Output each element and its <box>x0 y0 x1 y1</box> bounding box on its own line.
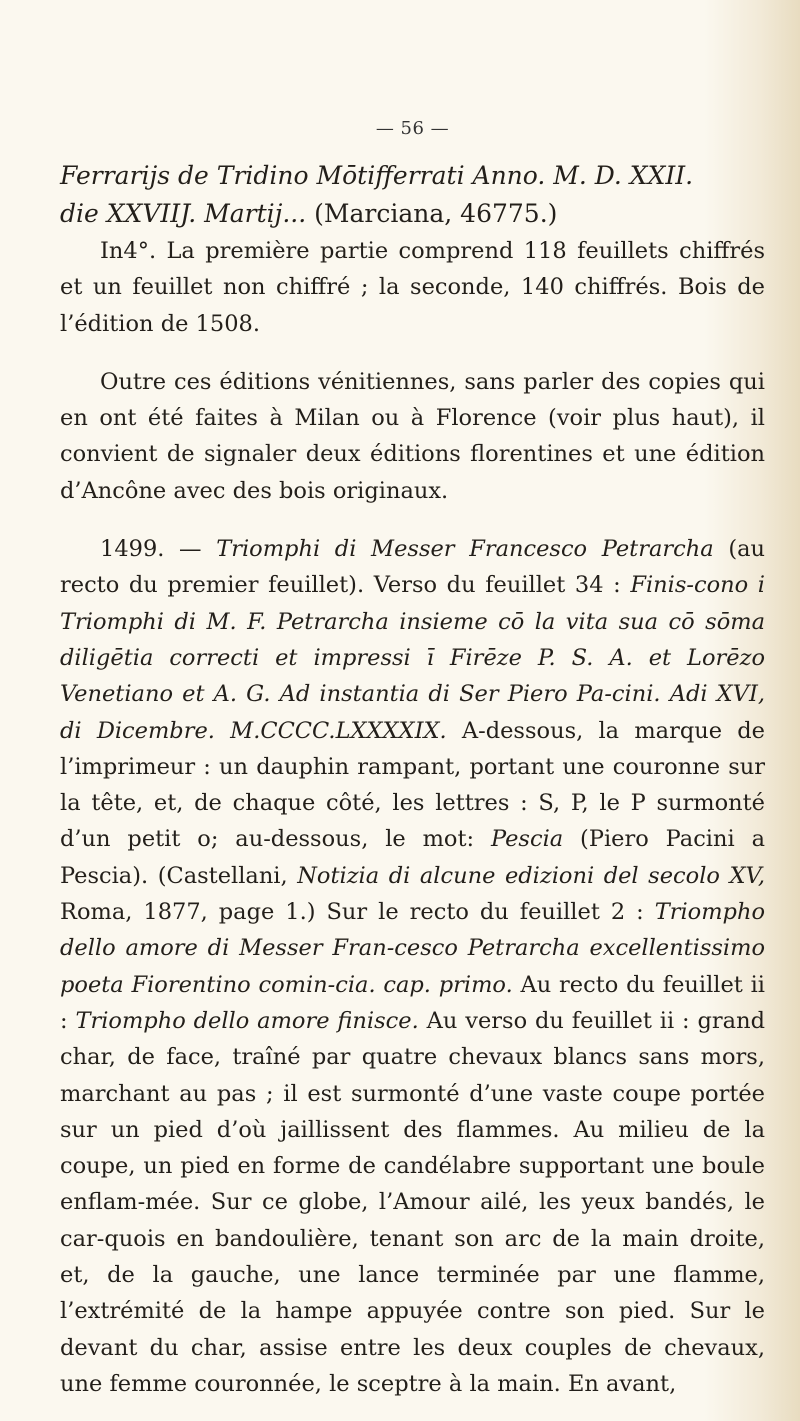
text-run: Au recto du feuillet <box>512 971 751 998</box>
small-caps-numeral: ii <box>659 1007 675 1034</box>
paragraph-1499-edition <box>60 531 765 1402</box>
page-number: — 56 — <box>375 118 450 139</box>
italic-run: Notizia di alcune edizioni del secolo XV, <box>297 862 765 889</box>
paragraph-gap <box>60 342 765 364</box>
text-run: A-dessous, la marque de l’imprimeur : un dauphin rampant, portant une couronne sur la tête, et, de chaque côté, les lettres : S, P, le P surmonté d’un petit o; au-dessous, le mot: <box>60 717 765 853</box>
text-run: (au recto du premier feuillet). Verso du feuillet 34 : <box>60 536 766 599</box>
small-caps-numeral: ii <box>750 971 765 998</box>
italic-run: Triompho dello amore di Messer Fran-cesco Petrarcha excellentissimo poeta Fiorentino comin-cia. cap. primo. <box>60 899 765 998</box>
text-run: 1499. — <box>100 536 217 563</box>
italic-run: Finis-cono i Triomphi di M. F. Petrarcha insieme cō la vita sua cō sōma diligētia correcti et impressi ī Firēze P. S. A. et Lorēzo Venetiano et A. G. Ad instantia di Ser Piero Pa-cini. Adi XVI, di Dicembre. M.CCCC.LXXXXIX. <box>60 572 765 744</box>
text-run: Roma, 1877, page 1.) Sur le recto du feuillet 2 : <box>60 899 655 926</box>
catalog-entry-colophon <box>60 157 765 233</box>
paragraph-gap <box>60 509 765 531</box>
text-run: Au verso du feuillet <box>418 1007 660 1034</box>
paragraph-other-editions: Outre ces éditions vénitiennes, sans parler des copies qui en ont été faites à Milan ou à Florence (voir plus haut), il convient de signaler deux éditions florentines et une édition d’Ancône avec des bois originaux. <box>60 368 765 504</box>
text-run: (Piero Pacini a Pescia). (Castellani, <box>60 826 765 889</box>
colophon-reference: (Marciana, 46775.) <box>306 199 558 228</box>
italic-run: Triomphi di Messer Francesco Petrarcha <box>216 536 714 563</box>
text-run: : grand char, de face, traîné par quatre chevaux blancs sans mors, marchant au pas ; il est surmonté d’une vaste coupe portée sur un pied d’où jaillissent des flammes. Au milieu de la coupe, un pied en forme de candélabre supportant une boule enflam-mée. Sur ce globe, l’Amour ailé, les yeux bandés, le car-quois en bandoulière, tenant son arc de la main droite, et, de la gauche, une lance terminée par une flamme, l’extrémité de la hampe appuyée contre son pied. Sur le devant du char, assise entre les deux couples de chevaux, une femme couronnée, le sceptre à la main. En avant, <box>60 1007 765 1397</box>
text-run: : <box>60 1007 76 1034</box>
italic-run: Pescia <box>490 826 564 853</box>
paragraph-description: In4°. La première partie comprend 118 feuillets chiffrés et un feuillet non chiffré ; la seconde, 140 chiffrés. Bois de l’édition de 1508. <box>60 238 765 337</box>
italic-run: Triompho dello amore finisce. <box>75 1007 419 1034</box>
colophon-italic-1: Ferrarijs de Tridino Mōtifferrati Anno. M. D. XXII. <box>60 161 694 190</box>
colophon-italic-2: die XXVIIJ. Martij... <box>60 199 307 228</box>
page-content <box>60 118 765 1402</box>
